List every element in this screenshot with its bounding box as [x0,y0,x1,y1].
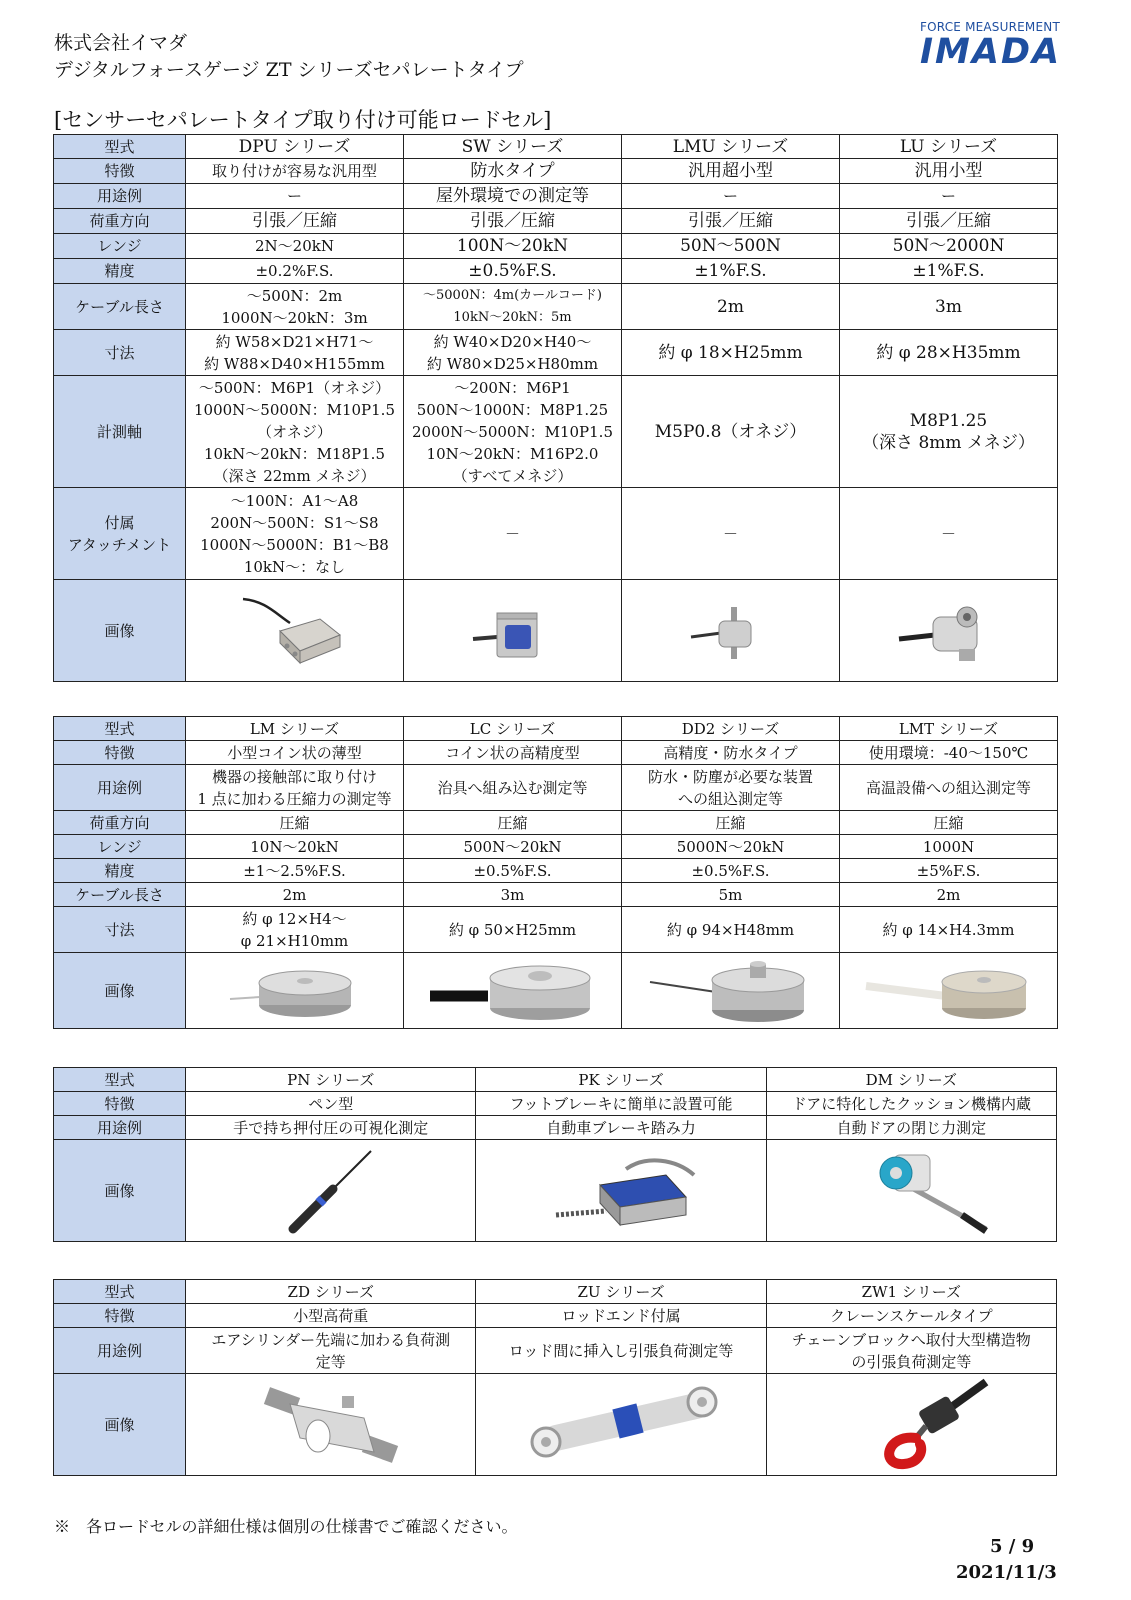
t1-axis-line: 1000N〜5000N：M10P1.5 [194,400,395,419]
t1-cable: 2m [622,284,840,330]
logo-tagline: FORCE MEASUREMENT [920,20,1060,34]
lc-loadcell-icon [428,956,598,1026]
row-size [54,330,1058,376]
t1-model: LU シリーズ [840,135,1058,159]
t2-accuracy: ±1〜2.5%F.S. [186,859,404,883]
zd-loadcell-icon [246,1378,416,1472]
t2-range: 500N〜20kN [404,835,622,859]
sw-loadcell-icon [453,591,573,671]
t1-size [186,330,404,376]
door-sensor-icon [826,1145,996,1237]
t2-size-line: 約 φ 12×H4〜 [242,909,347,928]
t3-image [476,1140,766,1242]
t1-usage: ー [186,184,404,209]
t2-usage-line: 防水・防塵が必要な装置 [647,767,813,786]
label-image: 画像 [54,1374,186,1476]
t1-attachment: － [840,488,1058,580]
t1-model: LMU シリーズ [622,135,840,159]
label-usage: 用途例 [54,765,186,811]
row-range [54,234,1058,259]
t2-size [186,907,404,953]
t1-axis [404,376,622,488]
t3-feature: ペン型 [186,1092,476,1116]
t2-image [622,953,840,1029]
t1-direction: 引張／圧縮 [404,209,622,234]
t2-direction: 圧縮 [186,811,404,835]
t1-axis [186,376,404,488]
t1-image [404,580,622,682]
t2-accuracy: ±0.5%F.S. [404,859,622,883]
t2-model: LM シリーズ [186,717,404,741]
row-image [54,580,1058,682]
t1-feature: 取り付けが容易な汎用型 [186,159,404,184]
t2-usage-line: 1 点に加わる圧縮力の測定等 [197,789,392,808]
t1-range: 50N〜2000N [840,234,1058,259]
crane-hook-icon [826,1378,996,1472]
label-direction: 荷重方向 [54,811,186,835]
t2-feature: 小型コイン状の薄型 [186,741,404,765]
label-axis: 計測軸 [54,376,186,488]
t1-attachment: － [622,488,840,580]
t1-size: 約 φ 18×H25mm [622,330,840,376]
t1-accuracy: ±1%F.S. [840,259,1058,284]
t1-axis-line: （深さ 22mm メネジ） [213,466,376,485]
header-text [54,30,524,84]
t1-attachment-line: 〜100N：A1〜A8 [230,491,359,510]
row-usage [54,1116,1057,1140]
document-subtitle: デジタルフォースゲージ ZT シリーズセパレートタイプ [54,59,524,81]
t4-image [766,1374,1056,1476]
spec-table-4 [53,1279,1057,1476]
t3-usage: 手で持ち押付圧の可視化測定 [186,1116,476,1140]
t1-size [404,330,622,376]
t2-range: 1000N [840,835,1058,859]
t2-model: LC シリーズ [404,717,622,741]
lmu-loadcell-icon [671,591,791,671]
row-feature [54,159,1058,184]
label-model: 型式 [54,717,186,741]
row-feature [54,741,1058,765]
t1-usage: 屋外環境での測定等 [404,184,622,209]
t1-image [622,580,840,682]
t1-cable-line: 〜5000N：4m(カールコード) [423,287,602,303]
t1-accuracy: ±1%F.S. [622,259,840,284]
row-feature [54,1092,1057,1116]
t1-feature: 汎用小型 [840,159,1058,184]
t2-model: DD2 シリーズ [622,717,840,741]
t1-cable-line: 10kN〜20kN：5m [453,309,572,325]
label-attachment [54,488,186,580]
pedal-sensor-icon [536,1145,706,1237]
dd2-loadcell-icon [646,956,816,1026]
t1-axis-line: 〜500N：M6P1（オネジ） [198,378,391,397]
row-attachment [54,488,1058,580]
t4-usage-line: 定等 [315,1352,346,1371]
t4-image [476,1374,766,1476]
t3-feature: フットブレーキに簡単に設置可能 [476,1092,766,1116]
row-range [54,835,1058,859]
t3-model: PK シリーズ [476,1068,766,1092]
t1-usage: ー [622,184,840,209]
label-feature: 特徴 [54,1304,186,1328]
t1-range: 2N〜20kN [186,234,404,259]
lmt-loadcell-icon [864,956,1034,1026]
t2-usage: 高温設備への組込測定等 [840,765,1058,811]
row-cable [54,883,1058,907]
spec-table-2 [53,716,1058,1029]
t1-cable: 3m [840,284,1058,330]
t4-usage-line: チェーンブロックへ取付大型構造物 [791,1330,1031,1349]
company-name: 株式会社イマダ [54,32,188,54]
label-direction: 荷重方向 [54,209,186,234]
t1-direction: 引張／圧縮 [622,209,840,234]
t2-image [186,953,404,1029]
row-usage [54,184,1058,209]
t1-axis-line: M8P1.25 [909,410,988,431]
lu-loadcell-icon [889,591,1009,671]
t1-range: 100N〜20kN [404,234,622,259]
row-accuracy [54,259,1058,284]
zu-loadcell-icon [506,1378,736,1472]
row-usage [54,765,1058,811]
t1-feature: 汎用超小型 [622,159,840,184]
t2-cable: 5m [622,883,840,907]
t2-range: 5000N〜20kN [622,835,840,859]
t1-direction: 引張／圧縮 [840,209,1058,234]
t3-model: DM シリーズ [766,1068,1056,1092]
t1-axis-line: （すべてメネジ） [452,466,573,485]
label-size: 寸法 [54,330,186,376]
t2-feature: 使用環境：-40〜150℃ [840,741,1058,765]
row-direction [54,209,1058,234]
label-model: 型式 [54,1280,186,1304]
t1-accuracy: ±0.5%F.S. [404,259,622,284]
row-cable [54,284,1058,330]
t1-axis: M5P0.8（オネジ） [622,376,840,488]
row-model [54,135,1058,159]
t2-image [404,953,622,1029]
t2-cable: 2m [840,883,1058,907]
t1-size-line: 約 W40×D20×H40〜 [433,332,592,351]
t4-feature: ロッドエンド付属 [476,1304,766,1328]
lm-loadcell-icon [220,959,370,1023]
t2-accuracy: ±0.5%F.S. [622,859,840,883]
label-cable: ケーブル長さ [54,284,186,330]
row-accuracy [54,859,1058,883]
t3-model: PN シリーズ [186,1068,476,1092]
label-attachment-line: アタッチメント [67,535,172,554]
t2-usage: 治具へ組み込む測定等 [404,765,622,811]
t1-axis-line: 500N〜1000N：M8P1.25 [416,400,609,419]
t3-image [766,1140,1056,1242]
t4-usage-line: の引張負荷測定等 [851,1352,972,1371]
row-size [54,907,1058,953]
label-accuracy: 精度 [54,259,186,284]
t1-attachment [186,488,404,580]
t1-range: 50N〜500N [622,234,840,259]
row-model [54,1068,1057,1092]
label-image: 画像 [54,953,186,1029]
row-image [54,1140,1057,1242]
t2-size: 約 φ 94×H48mm [622,907,840,953]
label-usage: 用途例 [54,1116,186,1140]
row-feature [54,1304,1057,1328]
t1-attachment: － [404,488,622,580]
label-model: 型式 [54,135,186,159]
t1-axis-line: （深さ 8mm メネジ） [862,432,1035,453]
row-model [54,717,1058,741]
t1-model: SW シリーズ [404,135,622,159]
t2-usage-line: への組込測定等 [677,789,783,808]
t4-usage [186,1328,476,1374]
spec-table-3 [53,1067,1057,1242]
t4-feature: 小型高荷重 [186,1304,476,1328]
row-image [54,1374,1057,1476]
t2-usage [622,765,840,811]
t4-model: ZD シリーズ [186,1280,476,1304]
t4-usage [766,1328,1056,1374]
label-range: レンジ [54,835,186,859]
spec-table-1 [53,134,1058,682]
t2-model: LMT シリーズ [840,717,1058,741]
t1-axis-line: （オネジ） [257,422,332,441]
t2-range: 10N〜20kN [186,835,404,859]
t1-cable [186,284,404,330]
t2-direction: 圧縮 [622,811,840,835]
t2-image [840,953,1058,1029]
t1-cable [404,284,622,330]
t1-axis-line: 2000N〜5000N：M10P1.5 [412,422,613,441]
row-image [54,953,1058,1029]
t1-image [840,580,1058,682]
t1-accuracy: ±0.2%F.S. [186,259,404,284]
label-size: 寸法 [54,907,186,953]
dpu-loadcell-icon [235,591,355,671]
label-model: 型式 [54,1068,186,1092]
t4-image [186,1374,476,1476]
row-direction [54,811,1058,835]
document-date: 2021/11/3 [956,1562,1057,1583]
row-axis [54,376,1058,488]
t3-feature: ドアに特化したクッション機構内蔵 [766,1092,1056,1116]
t1-cable-line: 1000N〜20kN：3m [221,308,368,327]
t1-attachment-line: 10kN〜：なし [243,557,346,576]
t2-usage [186,765,404,811]
label-attachment-line: 付属 [104,513,135,532]
t3-image [186,1140,476,1242]
page-number: 5 / 9 [990,1536,1035,1557]
label-feature: 特徴 [54,159,186,184]
label-accuracy: 精度 [54,859,186,883]
t2-direction: 圧縮 [840,811,1058,835]
t3-usage: 自動車ブレーキ踏み力 [476,1116,766,1140]
label-range: レンジ [54,234,186,259]
t2-size: 約 φ 50×H25mm [404,907,622,953]
t1-model: DPU シリーズ [186,135,404,159]
t2-size: 約 φ 14×H4.3mm [840,907,1058,953]
t2-feature: コイン状の高精度型 [404,741,622,765]
t1-size-line: 約 W80×D25×H80mm [426,354,599,373]
t1-attachment-line: 1000N〜5000N：B1〜B8 [200,535,389,554]
footnote: ※ 各ロードセルの詳細仕様は個別の仕様書でご確認ください。 [54,1517,518,1536]
t1-feature: 防水タイプ [404,159,622,184]
label-feature: 特徴 [54,741,186,765]
t4-model: ZW1 シリーズ [766,1280,1056,1304]
t1-size: 約 φ 28×H35mm [840,330,1058,376]
t2-feature: 高精度・防水タイプ [622,741,840,765]
label-usage: 用途例 [54,184,186,209]
label-feature: 特徴 [54,1092,186,1116]
t1-axis-line: 10N〜20kN：M16P2.0 [426,444,599,463]
t1-direction: 引張／圧縮 [186,209,404,234]
t1-axis [840,376,1058,488]
t4-usage-line: エアシリンダー先端に加わる負荷測 [211,1330,451,1349]
t1-cable-line: 〜500N：2m [246,286,343,305]
t2-cable: 3m [404,883,622,907]
t2-size-line: φ 21×H10mm [240,931,349,950]
label-usage: 用途例 [54,1328,186,1374]
t4-usage: ロッド間に挿入し引張負荷測定等 [476,1328,766,1374]
t2-cable: 2m [186,883,404,907]
label-image: 画像 [54,1140,186,1242]
t1-size-line: 約 W58×D21×H71〜 [215,332,374,351]
section-title: [センサーセパレートタイプ取り付け可能ロードセル] [54,108,552,132]
row-model [54,1280,1057,1304]
pen-sensor-icon [261,1145,401,1237]
label-cable: ケーブル長さ [54,883,186,907]
t4-model: ZU シリーズ [476,1280,766,1304]
t2-direction: 圧縮 [404,811,622,835]
t1-axis-line: 〜200N：M6P1 [454,378,571,397]
t3-usage: 自動ドアの閉じ力測定 [766,1116,1056,1140]
t1-axis-line: 10kN〜20kN：M18P1.5 [204,444,385,463]
row-usage [54,1328,1057,1374]
t2-accuracy: ±5%F.S. [840,859,1058,883]
t1-image [186,580,404,682]
imada-logo [920,20,1068,70]
logo-wordmark: IMADA [920,32,1062,72]
t1-size-line: 約 W88×D40×H155mm [204,354,385,373]
t1-attachment-line: 200N〜500N：S1〜S8 [210,513,379,532]
t4-feature: クレーンスケールタイプ [766,1304,1056,1328]
t2-usage-line: 機器の接触部に取り付け [211,767,377,786]
label-image: 画像 [54,580,186,682]
t1-usage: ー [840,184,1058,209]
